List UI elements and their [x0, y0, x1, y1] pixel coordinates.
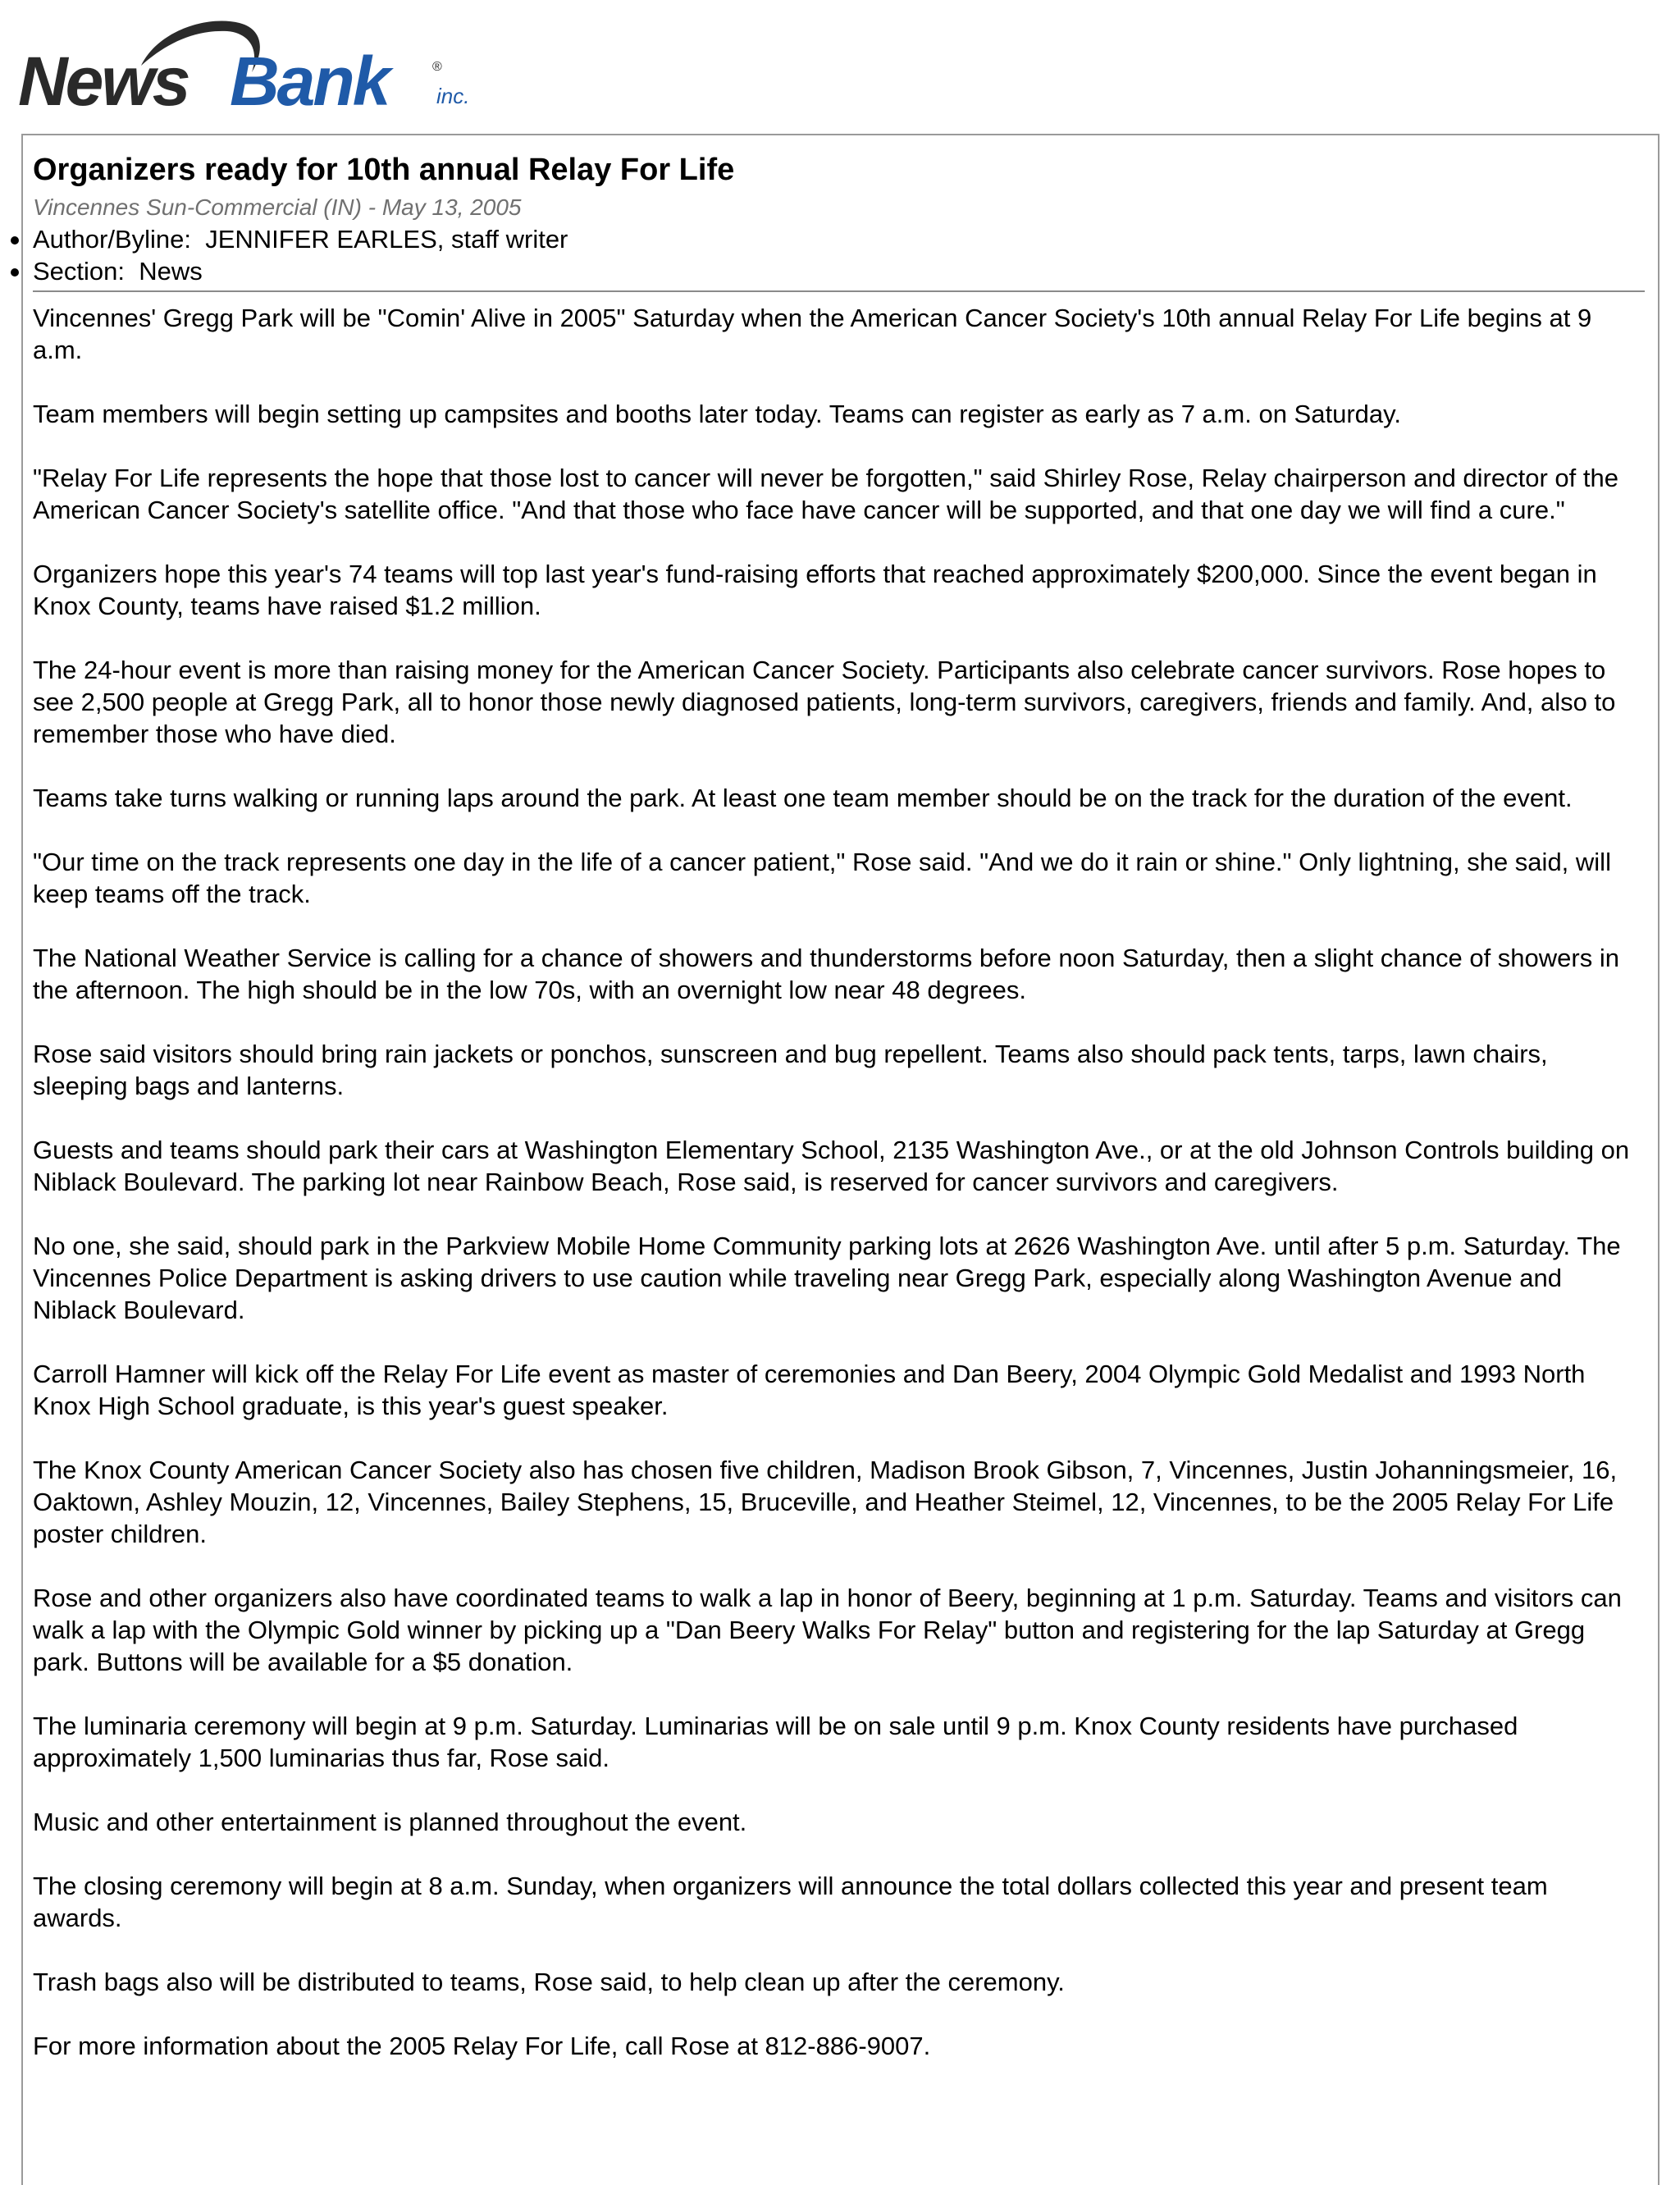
article-paragraph: Team members will begin setting up campsites and booths later today. Teams can register as early as 7 a.m. on Saturday.: [33, 400, 1401, 428]
article-meta-list: [33, 223, 1645, 287]
article-paragraph: Teams take turns walking or running laps around the park. At least one team member should be on the track for the duration of the event.: [33, 784, 1573, 812]
author-value: JENNIFER EARLES, staff writer: [205, 225, 568, 254]
logo-bank-text: Bank: [230, 43, 389, 120]
article-headline: Organizers ready for 10th annual Relay For Life: [33, 153, 735, 187]
article-paragraph: Organizers hope this year's 74 teams will top last year's fund-raising efforts that reached approximately $200,000. Since the event began in Knox County, teams have raised $1.2 million.: [33, 560, 1597, 620]
article-paragraph: "Our time on the track represents one day in the life of a cancer patient," Rose said. "And we do it rain or shine." Only lightning, she said, will keep teams off the track.: [33, 848, 1611, 908]
author-label: Author/Byline:: [33, 225, 191, 254]
article-paragraph: Carroll Hamner will kick off the Relay For Life event as master of ceremonies and Dan Beery, 2004 Olympic Gold Medalist and 1993 North Knox High School graduate, is this year's guest speaker.: [33, 1360, 1586, 1420]
article-container: [33, 148, 1645, 2094]
logo-registered-mark: ®: [432, 60, 442, 74]
article-paragraph: The luminaria ceremony will begin at 9 p.m. Saturday. Luminarias will be on sale until 9 p.m. Knox County residents have purchased approximately 1,500 luminarias thus far, Rose said.: [33, 1712, 1518, 1772]
article-paragraph: For more information about the 2005 Relay For Life, call Rose at 812-886-9007.: [33, 2032, 931, 2060]
article-paragraph: Music and other entertainment is planned throughout the event.: [33, 1808, 747, 1836]
section-line: [33, 255, 1645, 287]
article-paragraph: Guests and teams should park their cars at Washington Elementary School, 2135 Washington Ave., or at the old Johnson Controls building on Niblack Boulevard. The parking lot near Rainbow Beach, Rose said, is reserved for cancer survivors and caregivers.: [33, 1136, 1630, 1196]
article-paragraph: The 24-hour event is more than raising money for the American Cancer Society. Participants also celebrate cancer survivors. Rose hopes to see 2,500 people at Gregg Park, all to honor those newly diagnosed patients, long-term survivors, caregivers, friends and family. And, also to remember those who have died.: [33, 656, 1616, 748]
article-paragraph: No one, she said, should park in the Parkview Mobile Home Community parking lots at 2626 Washington Ave. until after 5 p.m. Saturday. The Vincennes Police Department is asking drivers to use caution while traveling near Gregg Park, especially along Washington Avenue and Niblack Boulevard.: [33, 1232, 1621, 1324]
header-divider: [33, 290, 1645, 292]
logo-inc-text: inc.: [436, 84, 470, 108]
article-source: Vincennes Sun-Commercial (IN) - May 13, 2005: [33, 194, 522, 220]
logo-news-text: News: [18, 43, 189, 120]
article-paragraph: Trash bags also will be distributed to teams, Rose said, to help clean up after the ceremony.: [33, 1968, 1065, 1996]
article-paragraph: Rose and other organizers also have coordinated teams to walk a lap in honor of Beery, beginning at 1 p.m. Saturday. Teams and visitors can walk a lap with the Olympic Gold winner by picking up a "Dan Beery Walks For Relay" button and registering for the lap Saturday at Gregg park. Buttons will be available for a $5 donation.: [33, 1584, 1622, 1676]
section-label: Section:: [33, 257, 126, 286]
article-paragraph: The closing ceremony will begin at 8 a.m. Sunday, when organizers will announce the total dollars collected this year and present team awards.: [33, 1872, 1548, 1932]
newsbank-logo: [18, 15, 477, 121]
article-paragraph: Rose said visitors should bring rain jackets or ponchos, sunscreen and bug repellent. Teams also should pack tents, tarps, lawn chairs, sleeping bags and lanterns.: [33, 1040, 1548, 1100]
article-paragraph: "Relay For Life represents the hope that those lost to cancer will never be forgotten," said Shirley Rose, Relay chairperson and director of the American Cancer Society's satellite office. "And that those who face have cancer will be supported, and that one day we will find a cure.": [33, 464, 1618, 524]
author-byline: [33, 223, 1645, 255]
article-paragraph: Vincennes' Gregg Park will be "Comin' Alive in 2005" Saturday when the American Cancer Society's 10th annual Relay For Life begins at 9 a.m.: [33, 304, 1592, 364]
article-paragraph: The Knox County American Cancer Society also has chosen five children, Madison Brook Gibson, 7, Vincennes, Justin Johanningsmeier, 16, Oaktown, Ashley Mouzin, 12, Vincennes, Bailey Stephens, 15, Bruceville, and Heather Steimel, 12, Vincennes, to be the 2005 Relay For Life poster children.: [33, 1456, 1618, 1548]
article-body: [33, 302, 1645, 2062]
section-value: News: [139, 257, 203, 286]
newsbank-logo-graphic: [18, 15, 477, 121]
article-paragraph: The National Weather Service is calling for a chance of showers and thunderstorms before noon Saturday, then a slight chance of showers in the afternoon. The high should be in the low 70s, with an overnight low near 48 degrees.: [33, 944, 1619, 1004]
